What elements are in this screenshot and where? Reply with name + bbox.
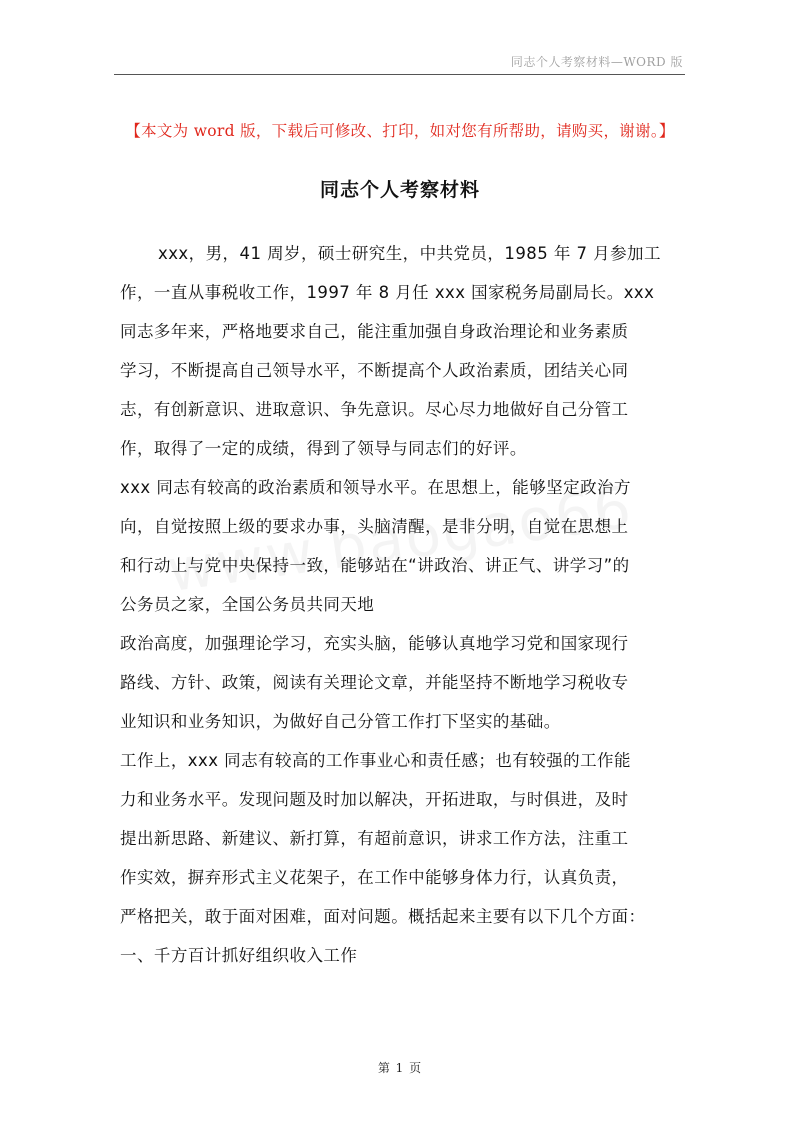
body-line: 提出新思路、新建议、新打算，有超前意识，讲求工作方法，注重工 (120, 829, 629, 848)
section-heading: 一、千方百计抓好组织收入工作 (120, 946, 358, 965)
body-line: 作，一直从事税收工作，1997 年 8 月任 xxx 国家税务局副局长。xxx (120, 283, 655, 302)
document-title: 同志个人考察材料 (319, 179, 480, 201)
body-line: 作，取得了一定的成绩，得到了领导与同志们的好评。 (120, 439, 527, 458)
running-header: 同志个人考察材料—WORD 版 (510, 55, 683, 69)
body-line: 向，自觉按照上级的要求办事，头脑清醒，是非分明，自觉在思想上 (120, 517, 629, 536)
body-line: 路线、方针、政策，阅读有关理论文章，并能坚持不断地学习税收专 (120, 673, 629, 692)
purchase-notice: 【本文为 word 版，下载后可修改、打印，如对您有所帮助，请购买，谢谢。】 (125, 122, 675, 140)
body-line: 和行动上与党中央保持一致，能够站在“讲政治、讲正气、讲学习”的 (120, 556, 630, 575)
body-line: 同志多年来，严格地要求自己，能注重加强自身政治理论和业务素质 (120, 322, 629, 341)
page-number: 第 1 页 (377, 1061, 423, 1075)
body-line: 学习，不断提高自己领导水平，不断提高个人政治素质，团结关心同 (120, 361, 629, 380)
body-line: 严格把关，敢于面对困难，面对问题。概括起来主要有以下几个方面： (120, 907, 646, 926)
body-line: 作实效，摒弃形式主义花架子，在工作中能够身体力行，认真负责， (120, 868, 629, 887)
body-line: 工作上，xxx 同志有较高的工作事业心和责任感；也有较强的工作能 (120, 751, 631, 770)
header-divider (114, 74, 685, 75)
body-line: xxx，男，41 周岁，硕士研究生，中共党员，1985 年 7 月参加工 (158, 244, 661, 263)
body-line: 政治高度，加强理论学习，充实头脑，能够认真地学习党和国家现行 (120, 634, 629, 653)
body-line: 公务员之家，全国公务员共同天地 (120, 595, 375, 614)
body-line: xxx 同志有较高的政治素质和领导水平。在思想上，能够坚定政治方 (120, 478, 631, 497)
body-line: 业知识和业务知识，为做好自己分管工作打下坚实的基础。 (120, 712, 561, 731)
body-line: 力和业务水平。发现问题及时加以解决，开拓进取，与时俱进，及时 (120, 790, 629, 809)
body-line: 志，有创新意识、进取意识、争先意识。尽心尽力地做好自己分管工 (120, 400, 629, 419)
